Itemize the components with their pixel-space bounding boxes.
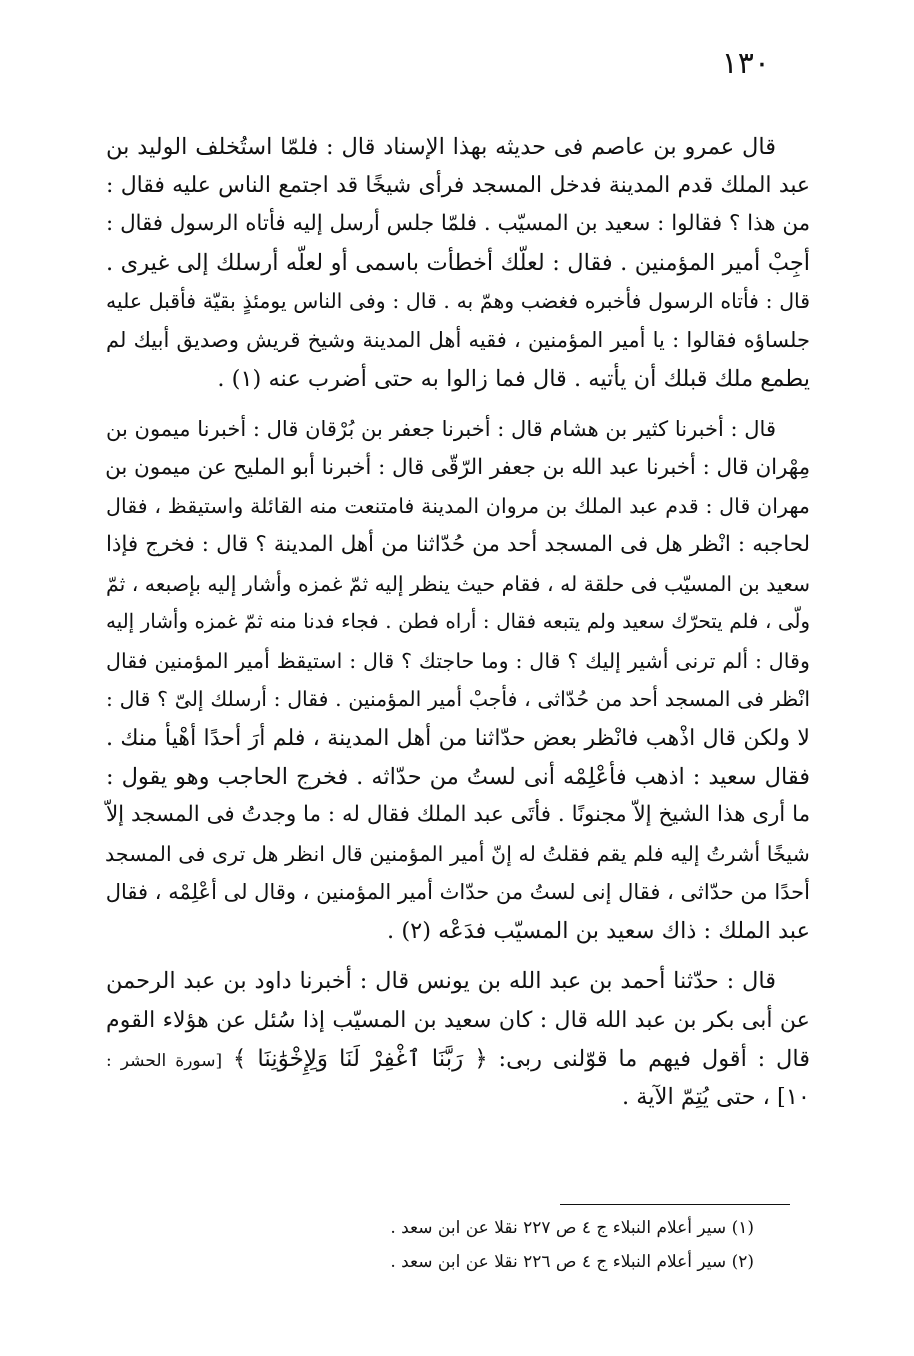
footnotes	[154, 1211, 754, 1279]
paragraph-3	[106, 962, 810, 1116]
paragraph-1	[106, 128, 810, 398]
text-line: قال : حدّثنا أحمد بن عبد الله بن يونس قال : أخبرنا داود بن عبد الرحمن	[106, 968, 776, 995]
text-line: يطمع ملك قبلك أن يأتيه . قال فما زالوا به حتى أضرب عنه (١) .	[217, 365, 810, 392]
text-line: عبد الملك : ذاك سعيد بن المسيّب فدَعْه (٢) .	[387, 917, 810, 944]
text-line: أجِبْ أمير المؤمنين . فقال : لعلّك أخطأت باسمى أو لعلّه أرسلك إلى غيرى .	[106, 249, 810, 276]
footnote: (٢) سير أعلام النبلاء ج ٤ ص ٢٢٦ نقلا عن ابن سعد .	[390, 1252, 754, 1272]
text-line: قال : فأتاه الرسول فأخبره فغضب وهمّ به . قال : وفى الناس يومئذٍ بقيّة فأقبل عليه	[106, 289, 810, 314]
text-line: سعيد بن المسيّب فى حلقة له ، فقام حيث ينظر إليه ثمّ غمزه وأشار إليه بإصبعه ، ثمّ	[106, 571, 810, 596]
text-line: أحدًا من حدّاثى ، فقال إنى لستُ من حدّاث أمير المؤمنين ، وقال لى أعْلِمْه ، فقال	[105, 880, 810, 905]
footnote: (١) سير أعلام النبلاء ج ٤ ص ٢٢٧ نقلا عن ابن سعد .	[390, 1218, 754, 1238]
text-line: لا ولكن قال اذْهب فانْظر بعض حدّاثنا من أهل المدينة ، فلم أرَ أحدًا أهْيأ منك .	[106, 724, 810, 751]
text-line: لحاجبه : انْظر هل فى المسجد أحد من حُدّاثنا من أهل المدينة ؟ قال : فخرج فإذا	[106, 531, 810, 557]
text-line: وقال : ألم ترنى أشير إليك ؟ قال : وما حاجتك ؟ قال : استيقظ أمير المؤمنين فقال	[106, 648, 810, 673]
text-line: ولّى ، فلم يتحرّك سعيد ولم يتبعه فقال : أراه فطن . فجاء فدنا منه ثمّ غمزه وأشار إليه	[106, 610, 810, 634]
verse-line	[106, 1040, 810, 1079]
text-line: مهران قال : قدم عبد الملك بن مروان المدينة فامتنعت منه القائلة واستيقظ ، فقال	[106, 494, 810, 519]
text-line: قال : أخبرنا كثير بن هشام قال : أخبرنا جعفر بن بُرْقان قال : أخبرنا ميمون بن	[106, 417, 776, 442]
text-line: مِهْران قال : أخبرنا عبد الله بن جعفر الرّقّى قال : أخبرنا أبو المليح عن ميمون بن	[105, 454, 810, 480]
text-line: جلساؤه فقالوا : يا أمير المؤمنين ، فقيه أهل المدينة وشيخ قريش وصديق أبيك لم	[106, 327, 810, 352]
text-line: قال عمرو بن عاصم فى حديثه بهذا الإسناد قال : فلمّا استُخلف الوليد بن	[106, 134, 776, 160]
paragraph-2	[106, 410, 810, 950]
text-line: من هذا ؟ فقالوا : سعيد بن المسيّب . فلمّا جلس أرسل إليه فأتاه الرسول فقال :	[106, 211, 810, 237]
quran-verse: ﴿ رَبَّنَا ٱغْفِرْ لَنَا وَلِإِخْوَٰنِنَا ﴾	[232, 1045, 488, 1072]
text-line: فقال سعيد : اذهب فأعْلِمْه أنى لستُ من حدّاثه . فخرج الحاجب وهو يقول :	[106, 763, 810, 790]
text-line: انْظر فى المسجد أحد من حُدّاثى ، فأجبْ أمير المؤمنين . فقال : أرسلك إلىّ ؟ قال :	[106, 687, 810, 712]
text-line: عن أبى بكر بن عبد الله قال : كان سعيد بن المسيّب إذا سُئل عن هؤلاء القوم	[106, 1007, 810, 1034]
page-body	[106, 128, 810, 1117]
verse-lead: قال : أقول فيهم ما قوّلنى ربى:	[498, 1045, 811, 1072]
text-line: ما أرى هذا الشيخ إلاّ مجنونًا . فأتَى عبد الملك فقال له : ما وجدتُ فى المسجد إلاّ	[106, 802, 810, 828]
text-line: شيخًا أشرتُ إليه فلم يقم فقلتُ له إنّ أمير المؤمنين قال انظر هل ترى فى المسجد	[105, 841, 810, 866]
text-line: عبد الملك قدم المدينة فدخل المسجد فرأى شيخًا قد اجتمع الناس عليه فقال :	[106, 172, 810, 198]
surah-reference: [سورة الحشر :	[106, 1050, 223, 1071]
text-line: ١٠] ، حتى يُتِمّ الآية .	[621, 1084, 810, 1111]
page-number: ١٣٠	[721, 46, 770, 81]
footnote-divider	[560, 1204, 790, 1205]
